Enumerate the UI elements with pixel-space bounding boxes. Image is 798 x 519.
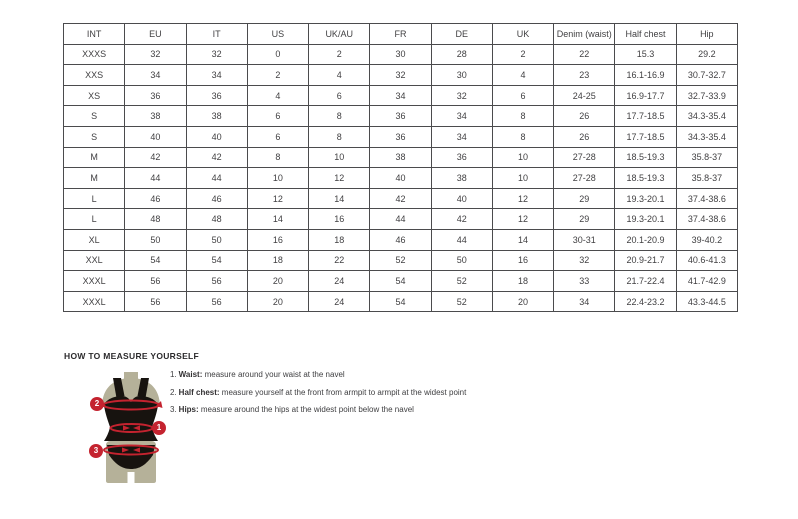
table-cell: 10: [492, 168, 553, 189]
table-cell: 22: [309, 250, 370, 271]
table-cell: 50: [431, 250, 492, 271]
table-cell: XXS: [64, 65, 125, 86]
table-cell: 22.4-23.2: [615, 291, 676, 312]
table-cell: 34: [431, 126, 492, 147]
table-cell: XXL: [64, 250, 125, 271]
table-cell: 40: [125, 126, 186, 147]
table-cell: 32: [125, 44, 186, 65]
table-cell: 10: [247, 168, 308, 189]
table-cell: 12: [492, 188, 553, 209]
step-number: 3.: [170, 405, 177, 414]
column-header: INT: [64, 24, 125, 45]
table-cell: 36: [370, 126, 431, 147]
table-cell: 16: [247, 229, 308, 250]
table-cell: M: [64, 168, 125, 189]
step-text: measure around the hips at the widest point below the navel: [198, 405, 414, 414]
table-cell: 17.7-18.5: [615, 106, 676, 127]
table-cell: 54: [370, 291, 431, 312]
table-row: [64, 106, 738, 127]
table-cell: 36: [125, 85, 186, 106]
column-header: Denim (waist): [554, 24, 615, 45]
table-row: [64, 44, 738, 65]
column-header: DE: [431, 24, 492, 45]
table-cell: XXXS: [64, 44, 125, 65]
step-number: 2.: [170, 387, 177, 397]
step-waist: [170, 366, 590, 384]
table-cell: 32: [554, 250, 615, 271]
table-cell: 56: [125, 291, 186, 312]
table-row: [64, 291, 738, 312]
how-to-measure-heading: HOW TO MEASURE YOURSELF: [64, 351, 200, 361]
table-cell: 38: [431, 168, 492, 189]
table-cell: 18.5-19.3: [615, 168, 676, 189]
table-cell: 29.2: [676, 44, 737, 65]
table-cell: 0: [247, 44, 308, 65]
table-cell: 12: [492, 209, 553, 230]
table-cell: 52: [370, 250, 431, 271]
table-row: [64, 65, 738, 86]
column-header: Half chest: [615, 24, 676, 45]
table-cell: 16: [492, 250, 553, 271]
table-cell: 44: [431, 229, 492, 250]
column-header: Hip: [676, 24, 737, 45]
table-cell: 46: [125, 188, 186, 209]
table-cell: 44: [125, 168, 186, 189]
table-cell: 27-28: [554, 147, 615, 168]
table-cell: 34: [186, 65, 247, 86]
table-cell: 18: [309, 229, 370, 250]
table-cell: 44: [370, 209, 431, 230]
table-cell: 29: [554, 188, 615, 209]
table-cell: 12: [309, 168, 370, 189]
table-cell: 40: [431, 188, 492, 209]
table-cell: 32: [431, 85, 492, 106]
size-conversion-table: [63, 23, 738, 312]
table-cell: 20: [247, 291, 308, 312]
table-cell: 17.7-18.5: [615, 126, 676, 147]
table-cell: 38: [370, 147, 431, 168]
table-cell: 34.3-35.4: [676, 106, 737, 127]
table-cell: 2: [492, 44, 553, 65]
table-cell: 4: [492, 65, 553, 86]
table-cell: 2: [309, 44, 370, 65]
table-cell: 15.3: [615, 44, 676, 65]
table-row: [64, 229, 738, 250]
table-cell: 24-25: [554, 85, 615, 106]
table-cell: 46: [186, 188, 247, 209]
table-cell: 36: [186, 85, 247, 106]
table-cell: 32: [370, 65, 431, 86]
table-cell: 10: [309, 147, 370, 168]
table-cell: XXXL: [64, 271, 125, 292]
column-header: UK: [492, 24, 553, 45]
table-cell: 37.4-38.6: [676, 209, 737, 230]
table-row: [64, 250, 738, 271]
table-cell: 56: [186, 291, 247, 312]
table-cell: 37.4-38.6: [676, 188, 737, 209]
table-cell: 54: [186, 250, 247, 271]
table-cell: 18.5-19.3: [615, 147, 676, 168]
table-cell: M: [64, 147, 125, 168]
table-cell: 30-31: [554, 229, 615, 250]
table-cell: XS: [64, 85, 125, 106]
table-cell: 54: [125, 250, 186, 271]
table-cell: 8: [309, 106, 370, 127]
table-cell: 21.7-22.4: [615, 271, 676, 292]
badge-half-chest: 2: [90, 397, 104, 411]
table-cell: 20: [247, 271, 308, 292]
table-cell: S: [64, 106, 125, 127]
table-cell: 40: [370, 168, 431, 189]
table-cell: 19.3-20.1: [615, 188, 676, 209]
step-text: measure yourself at the front from armpit to armpit at the widest point: [219, 387, 467, 397]
table-cell: 16: [309, 209, 370, 230]
table-row: [64, 168, 738, 189]
table-cell: 14: [309, 188, 370, 209]
table-cell: 48: [125, 209, 186, 230]
table-cell: 54: [370, 271, 431, 292]
table-cell: 10: [492, 147, 553, 168]
table-cell: 40.6-41.3: [676, 250, 737, 271]
table-cell: 26: [554, 126, 615, 147]
column-header: FR: [370, 24, 431, 45]
table-row: [64, 188, 738, 209]
table-cell: 8: [492, 126, 553, 147]
table-cell: XL: [64, 229, 125, 250]
table-cell: 34: [431, 106, 492, 127]
table-cell: 20: [492, 291, 553, 312]
table-cell: 50: [186, 229, 247, 250]
table-cell: 52: [431, 291, 492, 312]
badge-waist: 1: [152, 421, 166, 435]
table-cell: 56: [125, 271, 186, 292]
table-cell: 30.7-32.7: [676, 65, 737, 86]
table-cell: 42: [431, 209, 492, 230]
table-cell: 36: [431, 147, 492, 168]
table-cell: 18: [247, 250, 308, 271]
table-cell: 8: [492, 106, 553, 127]
table-cell: 16.9-17.7: [615, 85, 676, 106]
table-cell: 22: [554, 44, 615, 65]
table-cell: 33: [554, 271, 615, 292]
table-cell: 36: [370, 106, 431, 127]
step-label: Waist:: [178, 370, 203, 379]
table-cell: 34.3-35.4: [676, 126, 737, 147]
table-cell: 12: [247, 188, 308, 209]
table-row: [64, 271, 738, 292]
table-cell: 6: [492, 85, 553, 106]
table-cell: 44: [186, 168, 247, 189]
table-cell: 6: [309, 85, 370, 106]
table-cell: 41.7-42.9: [676, 271, 737, 292]
table-cell: 42: [125, 147, 186, 168]
table-cell: 4: [309, 65, 370, 86]
table-cell: 24: [309, 291, 370, 312]
table-cell: 8: [247, 147, 308, 168]
table-cell: 4: [247, 85, 308, 106]
table-cell: 38: [125, 106, 186, 127]
table-cell: 20.1-20.9: [615, 229, 676, 250]
step-hips: [170, 401, 590, 419]
table-cell: 6: [247, 106, 308, 127]
table-cell: 50: [125, 229, 186, 250]
step-label: Half chest:: [178, 387, 220, 397]
table-cell: 32: [186, 44, 247, 65]
table-cell: 16.1-16.9: [615, 65, 676, 86]
table-cell: 28: [431, 44, 492, 65]
table-cell: XXXL: [64, 291, 125, 312]
table-cell: L: [64, 188, 125, 209]
table-cell: 30: [431, 65, 492, 86]
column-header: IT: [186, 24, 247, 45]
table-cell: 35.8-37: [676, 147, 737, 168]
step-text: measure around your waist at the navel: [202, 370, 345, 379]
table-cell: 38: [186, 106, 247, 127]
table-cell: 14: [492, 229, 553, 250]
table-cell: 34: [554, 291, 615, 312]
table-cell: 26: [554, 106, 615, 127]
table-cell: 42: [186, 147, 247, 168]
table-cell: 30: [370, 44, 431, 65]
table-cell: 34: [370, 85, 431, 106]
table-cell: S: [64, 126, 125, 147]
size-table-body: [64, 44, 738, 312]
table-cell: 24: [309, 271, 370, 292]
table-cell: 27-28: [554, 168, 615, 189]
badge-hips: 3: [89, 444, 103, 458]
step-half-chest: [170, 384, 590, 402]
measure-steps: [170, 366, 590, 419]
table-cell: 20.9-21.7: [615, 250, 676, 271]
table-cell: 18: [492, 271, 553, 292]
step-number: 1.: [170, 370, 177, 379]
table-cell: 56: [186, 271, 247, 292]
table-cell: 39-40.2: [676, 229, 737, 250]
table-cell: 52: [431, 271, 492, 292]
table-cell: 8: [309, 126, 370, 147]
table-cell: 29: [554, 209, 615, 230]
table-cell: L: [64, 209, 125, 230]
table-cell: 34: [125, 65, 186, 86]
table-cell: 35.8-37: [676, 168, 737, 189]
table-cell: 23: [554, 65, 615, 86]
table-cell: 40: [186, 126, 247, 147]
table-cell: 6: [247, 126, 308, 147]
table-row: [64, 85, 738, 106]
column-header: EU: [125, 24, 186, 45]
column-header: US: [247, 24, 308, 45]
table-cell: 43.3-44.5: [676, 291, 737, 312]
table-cell: 48: [186, 209, 247, 230]
table-cell: 14: [247, 209, 308, 230]
table-cell: 2: [247, 65, 308, 86]
table-cell: 19.3-20.1: [615, 209, 676, 230]
table-cell: 32.7-33.9: [676, 85, 737, 106]
table-row: [64, 147, 738, 168]
table-cell: 42: [370, 188, 431, 209]
table-row: [64, 126, 738, 147]
column-header: UK/AU: [309, 24, 370, 45]
table-row: [64, 209, 738, 230]
table-cell: 46: [370, 229, 431, 250]
step-label: Hips:: [178, 405, 199, 414]
size-table-header-row: [64, 24, 738, 45]
